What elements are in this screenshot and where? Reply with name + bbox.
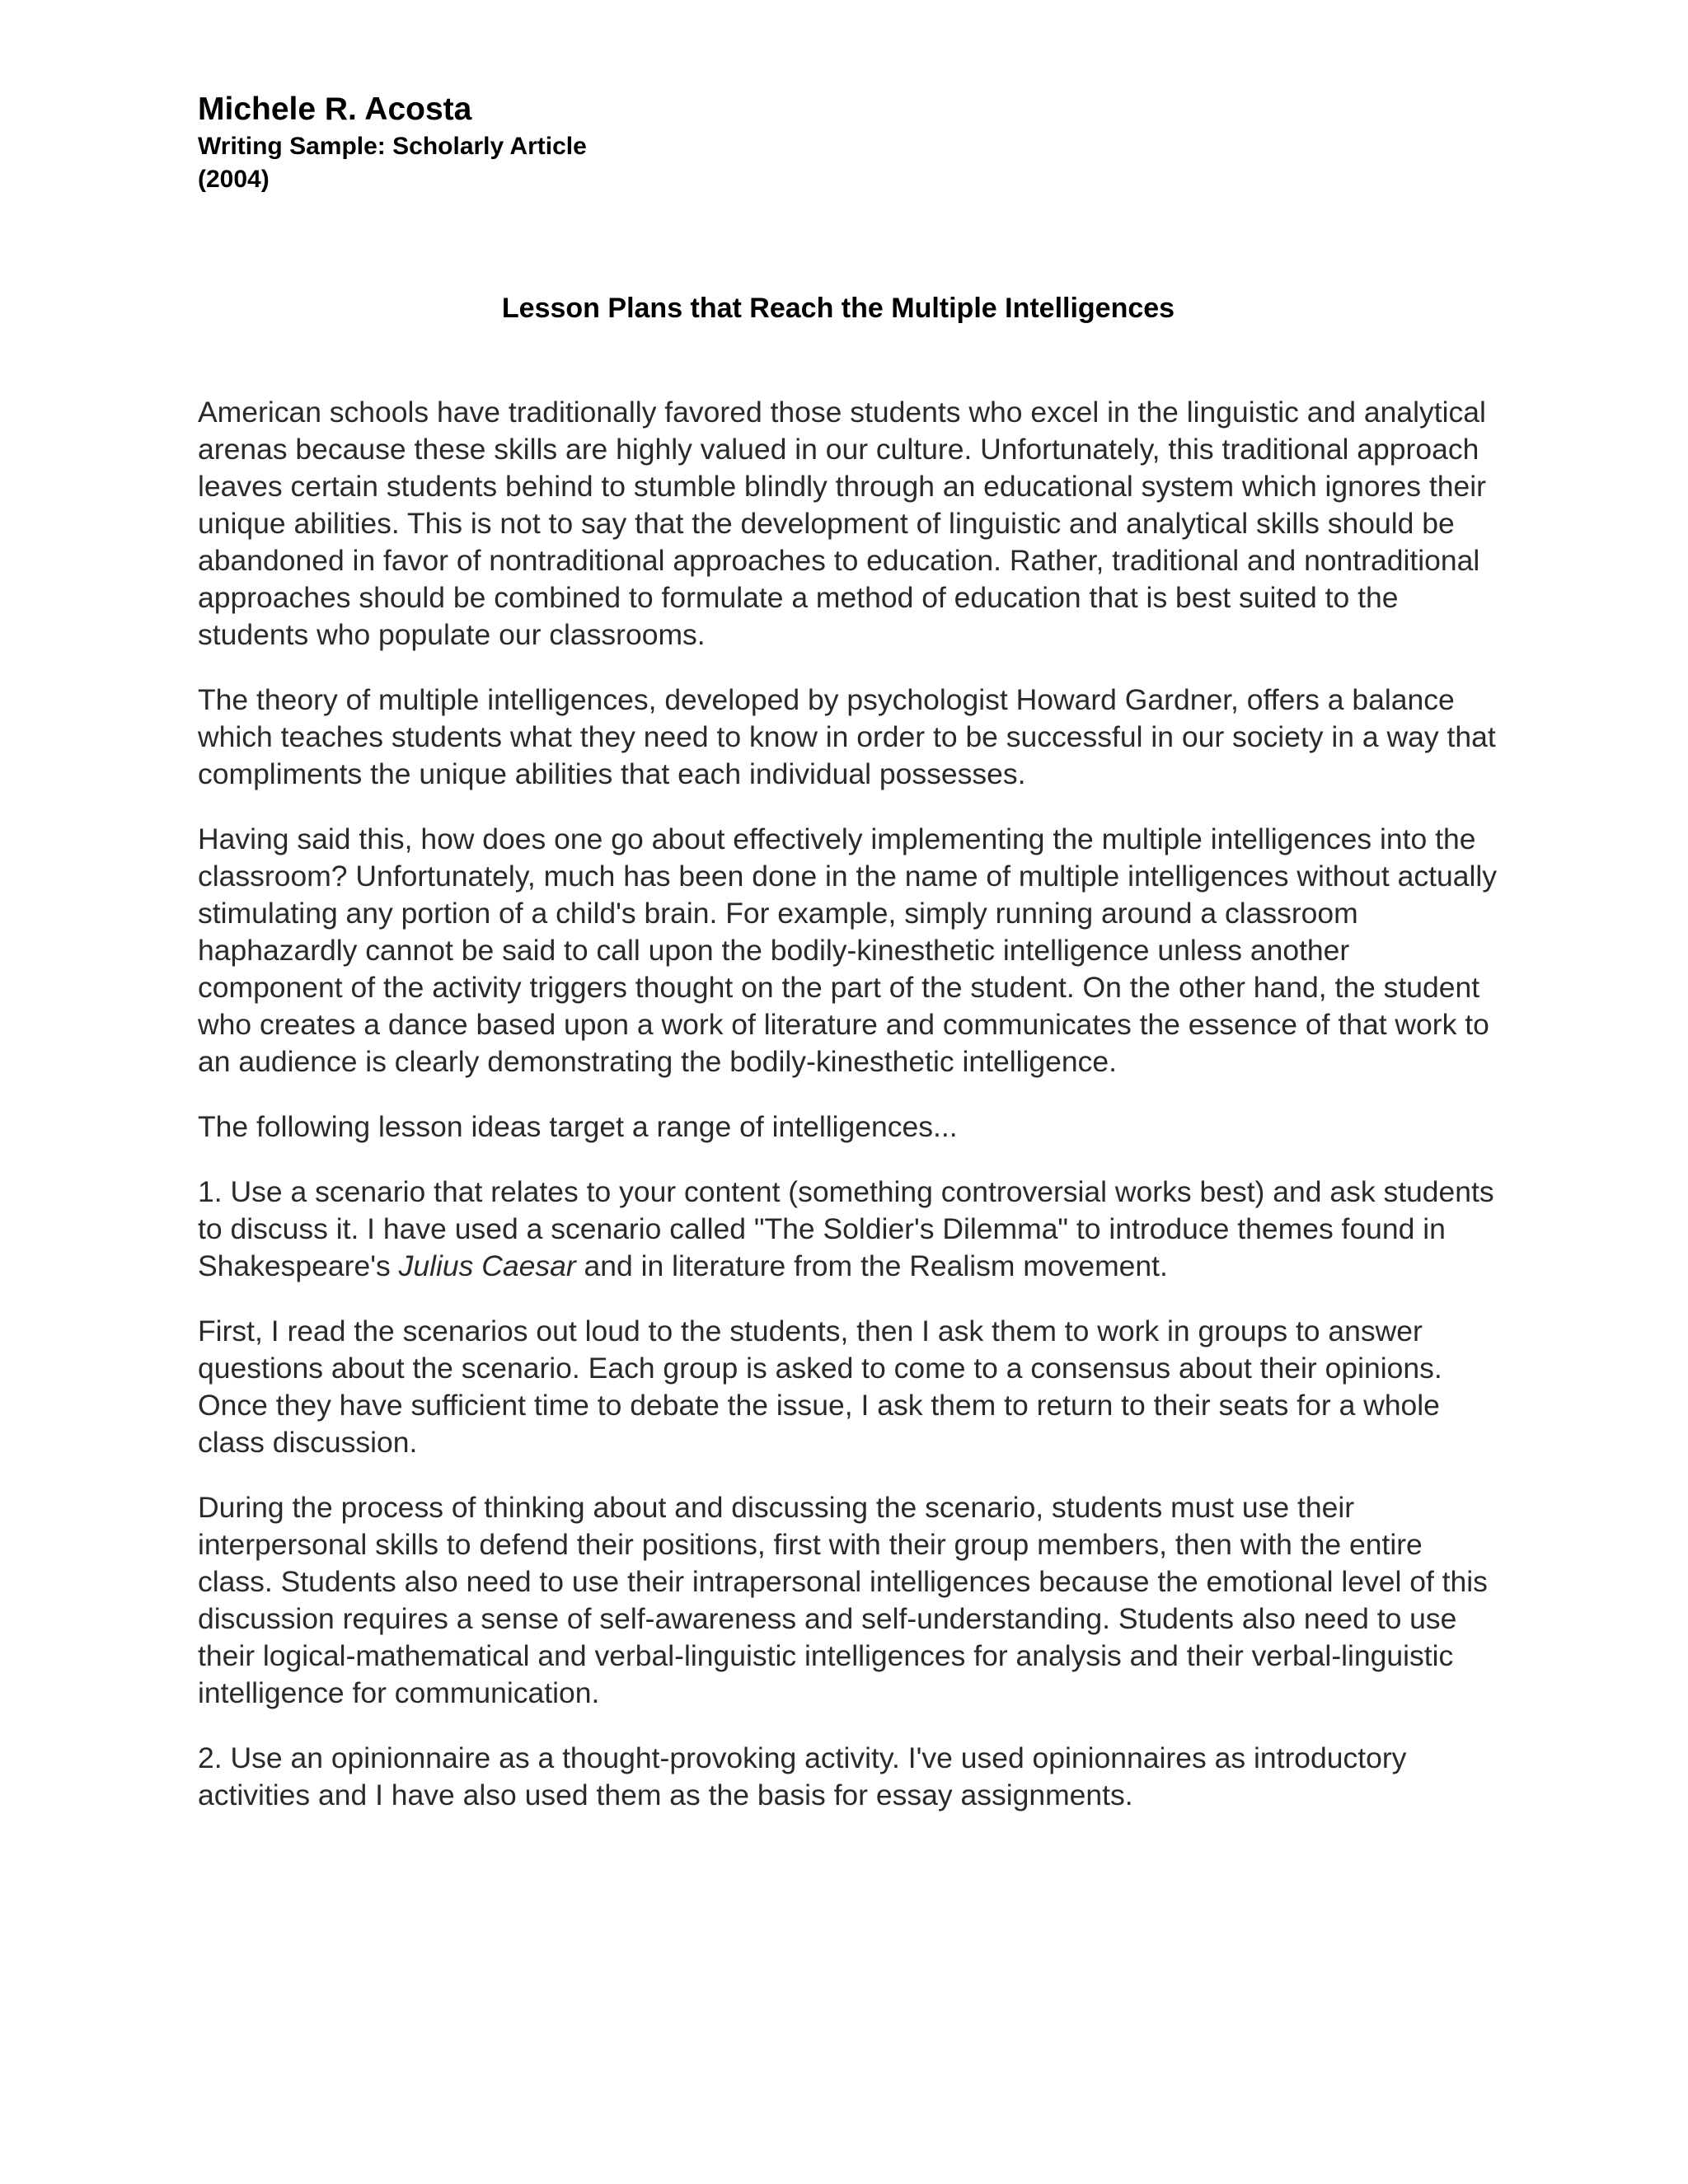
- lesson-1-italic-title: Julius Caesar: [398, 1249, 576, 1282]
- article-title: Lesson Plans that Reach the Multiple Intelligences: [501, 293, 1175, 324]
- paragraph-lesson-1-analysis: During the process of thinking about and discussing the scenario, students must use their interpersonal skills to defend their positions, first with their group members, then with the entire class. Students also need to use their intrapersonal intelligences because the emotional level of this discussion requires a sense of self-awareness and self-understanding. Students also need to use their logical-mathematical and verbal-linguistic intelligences for analysis and their verbal-linguistic intelligence for communication.: [198, 1491, 1488, 1709]
- sample-type: Writing Sample: Scholarly Article: [198, 133, 587, 160]
- paragraph-lesson-2: 2. Use an opinionnaire as a thought-provoking activity. I've used opinionnaires as introductory activities and I have also used them as the basis for essay assignments.: [198, 1741, 1407, 1811]
- paragraph-intro: American schools have traditionally favored those students who excel in the linguistic and analytical arenas because these skills are highly valued in our culture. Unfortunately, this traditional approach leaves certain students behind to stumble blindly through an educational system which ignores their unique abilities. This is not to say that the development of linguistic and analytical skills should be abandoned in favor of nontraditional approaches to education. Rather, traditional and nontraditional approaches should be combined to formulate a method of education that is best suited to the students who populate our classrooms.: [198, 396, 1486, 651]
- lesson-1-text-after: and in literature from the Realism movement.: [575, 1249, 1168, 1282]
- paragraph-lesson-1: [198, 1174, 1500, 1285]
- lesson-1-text-before: 1. Use a scenario that relates to your content (something controversial works best) and ask students to discuss it. I have used a scenario called "The Soldier's Dilemma" to introduce themes found in Shakespeare's: [198, 1175, 1494, 1282]
- publication-year: (2004): [198, 166, 270, 193]
- paragraph-lesson-1-procedure: First, I read the scenarios out loud to the students, then I ask them to work in groups to answer questions about the scenario. Each group is asked to come to a consensus about their opinions. Once they have sufficient time to debate the issue, I ask them to return to their seats for a whole class discussion.: [198, 1315, 1442, 1459]
- paragraph-implementation: Having said this, how does one go about effectively implementing the multiple intelligences into the classroom? Unfortunately, much has been done in the name of multiple intelligences without actually stimulating any portion of a child's brain. For example, simply running around a classroom haphazardly cannot be said to call upon the bodily-kinesthetic intelligence unless another component of the activity triggers thought on the part of the student. On the other hand, the student who creates a dance based upon a work of literature and communicates the essence of that work to an audience is clearly demonstrating the bodily-kinesthetic intelligence.: [198, 823, 1498, 1078]
- document-header: [198, 89, 1434, 196]
- paragraph-lesson-ideas-intro: The following lesson ideas target a range of intelligences...: [198, 1110, 958, 1143]
- article-body: [198, 394, 1500, 1842]
- paragraph-theory: The theory of multiple intelligences, developed by psychologist Howard Gardner, offers a balance which teaches students what they need to know in order to be successful in our society in a way that compliments the unique abilities that each individual possesses.: [198, 683, 1496, 790]
- author-name: Michele R. Acosta: [198, 91, 472, 127]
